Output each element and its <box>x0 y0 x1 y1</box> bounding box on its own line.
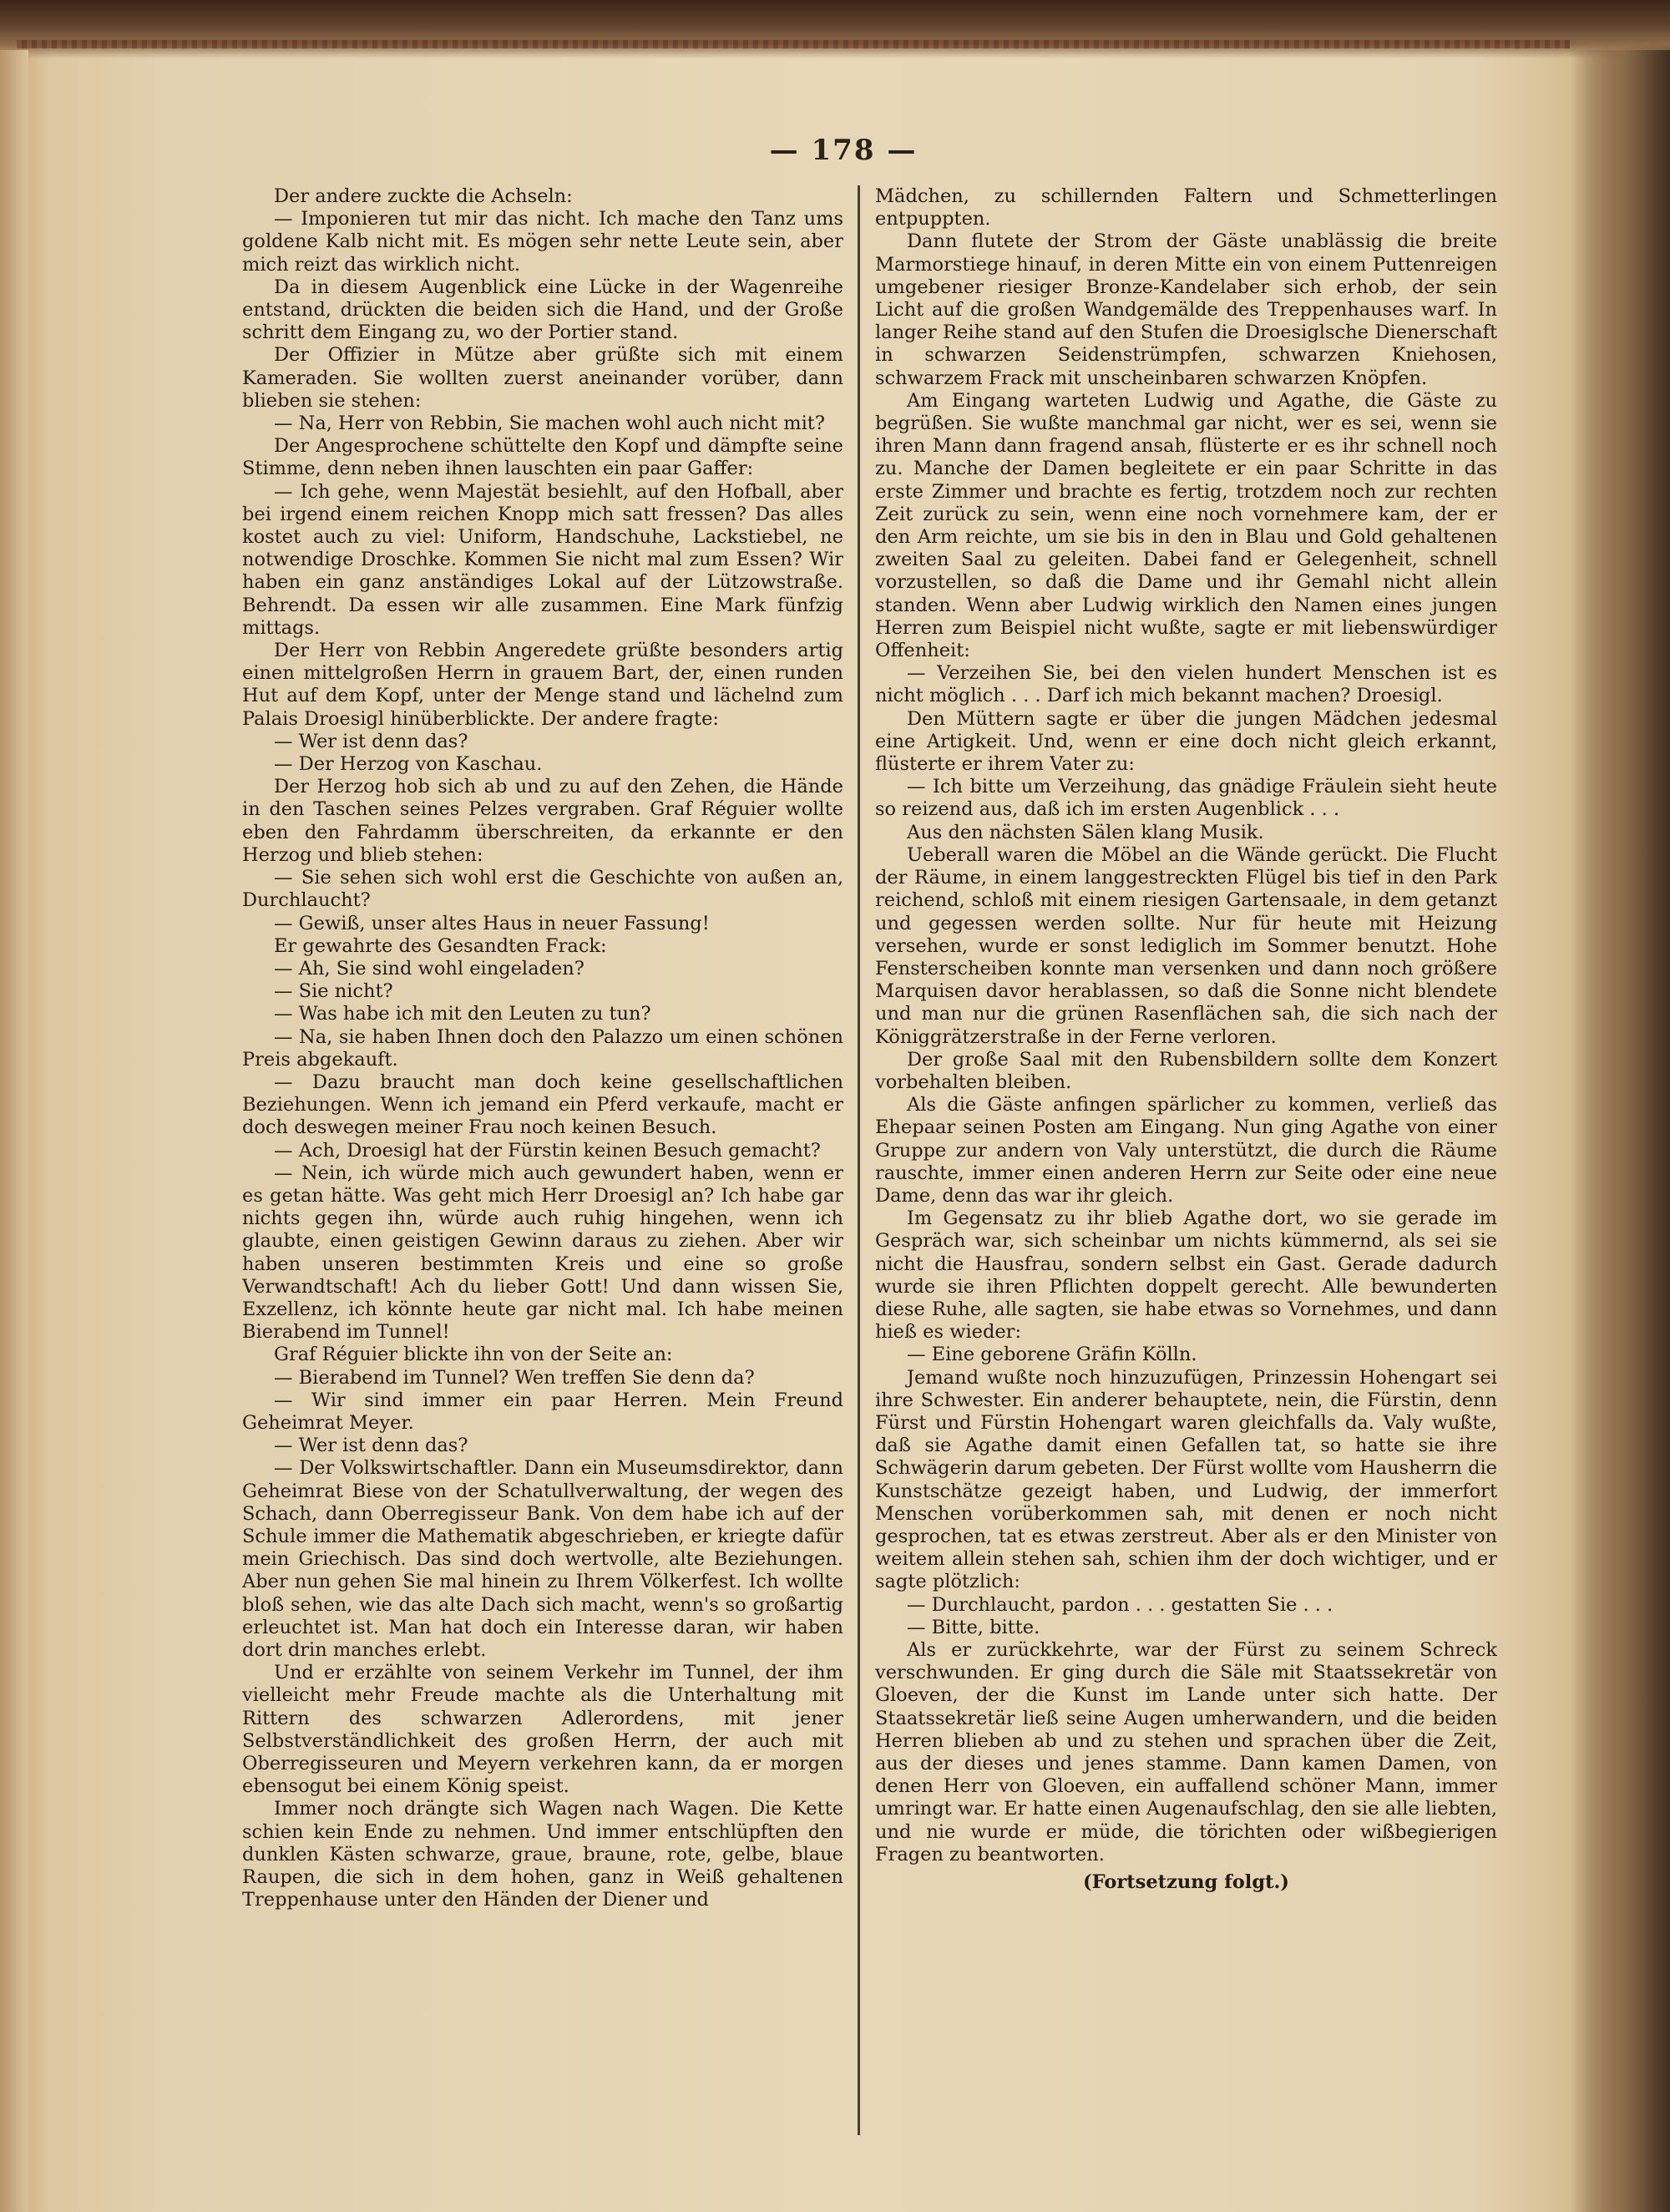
binding-stripe <box>17 40 1570 48</box>
paragraph: — Der Herzog von Kaschau. <box>274 753 543 776</box>
paragraph: Der große Saal mit den Rubensbildern sollte dem Konzert vorbehalten bleiben. <box>875 1048 1497 1093</box>
paragraph: Da in diesem Augenblick eine Lücke in der Wagenreihe entstand, drückten die beiden sich die Hand, und der Große schritt dem Eingang zu, wo der Portier stand. <box>242 276 843 344</box>
paragraph: — Na, Herr von Rebbin, Sie machen wohl auch nicht mit? <box>274 413 825 435</box>
paragraph: — Eine geborene Gräfin Kölln. <box>907 1344 1197 1366</box>
page-right-edge <box>1570 50 1670 2212</box>
paragraph: — Imponieren tut mir das nicht. Ich mache den Tanz ums goldene Kalb nicht mit. Es mögen sehr nette Leute sein, aber mich reizt das wirklich nicht. <box>242 208 843 276</box>
paragraph: Der Herr von Rebbin Angeredete grüßte besonders artig einen mittelgroßen Herrn in grauem Bart, der, einen runden Hut auf dem Kopf, unter der Menge stand und lächelnd zum Palais Droesigl hinüberblickte. Der andere fragte: <box>242 640 843 730</box>
paragraph: Der andere zuckte die Achseln: <box>274 185 573 207</box>
left-column <box>242 185 843 2131</box>
paragraph: — Durchlaucht, pardon . . . gestatten Sie . . . <box>907 1593 1333 1616</box>
paragraph: Der Angesprochene schüttelte den Kopf und dämpfte seine Stimme, denn neben ihnen lauschten ein paar Gaffer: <box>242 435 843 480</box>
paragraph: Dann flutete der Strom der Gäste unablässig die breite Marmorstiege hinauf, in deren Mitte ein von einem Puttenreigen umgebener riesiger Bronze-Kandelaber sich erhob, der sein Licht auf die großen Wandgemälde des Treppenhauses warf. In langer Reihe stand auf den Stufen die Droesiglsche Dienerschaft in schwarzen Seidenstrümpfen, schwarzen Kniehosen, schwarzem Frack mit unscheinbaren schwarzen Knöpfen. <box>875 230 1497 389</box>
page-left-edge <box>0 50 28 2212</box>
paragraph: Immer noch drängte sich Wagen nach Wagen. Die Kette schien kein Ende zu nehmen. Und immer entschlüpften den dunklen Kästen schwarze, graue, braune, rote, gelbe, blaue Raupen, die sich in dem hohen, ganz in Weiß gehaltenen Treppenhause unter den Händen der Diener und <box>242 1798 843 1911</box>
paragraph: — Ich gehe, wenn Majestät besiehlt, auf den Hofball, aber bei irgend einem reichen Knopp mich satt fressen? Das alles kostet auch zu viel: Uniform, Handschuhe, Lackstiebel, ne notwendige Droschke. Kommen Sie nicht mal zum Essen? Wir haben ein ganz anständiges Lokal auf der Lützowstraße. Behrendt. Da essen wir alle zusammen. Eine Mark fünfzig mittags. <box>242 480 843 639</box>
paragraph: Den Müttern sagte er über die jungen Mädchen jedesmal eine Artigkeit. Und, wenn er eine doch nicht gleich erkannt, flüsterte er ihrem Vater zu: <box>875 707 1497 776</box>
right-column <box>875 185 1497 2131</box>
paragraph: — Bierabend im Tunnel? Wen treffen Sie denn da? <box>274 1366 755 1389</box>
paragraph: Am Eingang warteten Ludwig und Agathe, die Gäste zu begrüßen. Sie wußte manchmal gar nicht, wer es sei, wenn sie ihren Mann dann fragend ansah, flüsterte er es ihr schnell noch zu. Manche der Damen begleitete er ein paar Schritte in das erste Zimmer und brachte es fertig, trotzdem noch zur rechten Zeit zurück zu sein, wenn eine noch vornehmere kam, der er den Arm reichte, um sie bis in den in Blau und Gold gehaltenen zweiten Saal zu geleiten. Dabei fand er Gelegenheit, schnell vorzustellen, so daß die Dame und ihr Gemahl nicht allein standen. Wenn aber Ludwig wirklich den Namen eines jungen Herren zum Beispiel nicht wußte, sagte er mit liebenswürdiger Offenheit: <box>875 389 1497 662</box>
paragraph: Graf Réguier blickte ihn von der Seite an: <box>274 1344 673 1366</box>
continued-note: (Fortsetzung folgt.) <box>1083 1871 1289 1894</box>
paragraph: Als er zurückkehrte, war der Fürst zu seinem Schreck verschwunden. Er ging durch die Säle mit Staatssekretär von Gloeven, der die Kunst im Lande unter sich hatte. Der Staatssekretär ließ seine Augen umherwandern, und die beiden Herren blieben ab und zu stehen und sprachen über die Zeit, aus der dieses und jenes stamme. Dann kamen Damen, von denen Herr von Gloeven, ein auffallend schöner Mann, immer umringt war. Er hatte einen Augenaufschlag, den sie alle liebten, und nie wurde er müde, die törichten oder wißbegierigen Fragen zu beantworten. <box>875 1639 1497 1865</box>
paragraph: Und er erzählte von seinem Verkehr im Tunnel, der ihm vielleicht mehr Freude machte als die Unterhaltung mit Rittern des schwarzen Adlerordens, mit jener Selbstverständlichkeit des großen Herrn, der auch mit Oberregisseuren und Meyern verkehren kann, da er morgen ebensogut bei einem König speist. <box>242 1662 843 1798</box>
paragraph: Ueberall waren die Möbel an die Wände gerückt. Die Flucht der Räume, in einem langgestreckten Flügel bis tief in den Park reichend, schloß mit einem riesigen Gartensaale, in dem getanzt und gegessen werden sollte. Nur für heute mit Heizung versehen, wurde er sonst lediglich im Sommer benutzt. Hohe Fensterscheiben konnte man versenken und dann noch größere Marquisen davor herablassen, so daß die Sonne nicht blendete und man nur die grünen Rasenflächen sah, die sich nach der Königgrätzerstraße in der Ferne verloren. <box>875 843 1497 1048</box>
paragraph: — Sie sehen sich wohl erst die Geschichte von außen an, Durchlaucht? <box>242 867 843 912</box>
paragraph: — Wer ist denn das? <box>274 1435 468 1457</box>
book-binding <box>0 0 1670 58</box>
paragraph: — Dazu braucht man doch keine gesellschaftlichen Beziehungen. Wenn ich jemand ein Pferd verkaufe, macht er doch deswegen meiner Frau noch keinen Besuch. <box>242 1071 843 1139</box>
paragraph: Jemand wußte noch hinzuzufügen, Prinzessin Hohengart sei ihre Schwester. Ein anderer behauptete, nein, die Fürstin, denn Fürst und Fürstin Hohengart waren gleichfalls da. Valy wußte, daß sie Agathe damit einen Gefallen tat, so hatte sie ihre Schwägerin darum gebeten. Der Fürst wollte vom Hausherrn die Kunstschätze gezeigt haben, und Ludwig, der immerfort Menschen vorüberkommen sah, mit denen er noch nicht gesprochen, tat es etwas zerstreut. Aber als er den Minister von weitem allein stehen sah, schien ihm der doch wichtiger, und er sagte plötzlich: <box>875 1366 1497 1593</box>
paragraph: Aus den nächsten Sälen klang Musik. <box>907 821 1264 843</box>
paragraph: Als die Gäste anfingen spärlicher zu kommen, verließ das Ehepaar seinen Posten am Eingang. Nun ging Agathe von einer Gruppe zur andern von Valy unterstützt, die durch die Räume rauschte, immer einen anderen Herrn zur Seite oder eine neue Dame, denn das war ihr gleich. <box>875 1094 1497 1207</box>
paragraph: — Ich bitte um Verzeihung, das gnädige Fräulein sieht heute so reizend aus, daß ich im ersten Augenblick . . . <box>875 776 1497 821</box>
paragraph: — Gewiß, unser altes Haus in neuer Fassung! <box>274 912 710 934</box>
paragraph: — Der Volkswirtschaftler. Dann ein Museumsdirektor, dann Geheimrat Biese von der Schatullverwaltung, der wegen des Schach, dann Oberregisseur Bank. Von dem habe ich auf der Schule immer die Mathematik abgeschrieben, er kriegte dafür mein Griechisch. Das sind doch wertvolle, alte Beziehungen. Aber nun gehen Sie mal hinein zu Ihrem Völkerfest. Ich wollte bloß sehen, wie das alte Dach sich macht, wenn's so großartig erleuchtet ist. Man hat doch ein Interesse daran, wir haben dort drin manches erlebt. <box>242 1457 843 1661</box>
page-number: — 178 — <box>769 134 918 167</box>
paragraph: — Wer ist denn das? <box>274 730 468 752</box>
paragraph: — Wir sind immer ein paar Herren. Mein Freund Geheimrat Meyer. <box>242 1389 843 1434</box>
paragraph: — Verzeihen Sie, bei den vielen hundert Menschen ist es nicht möglich . . . Darf ich mich bekannt machen? Droesigl. <box>875 662 1497 707</box>
paragraph: — Na, sie haben Ihnen doch den Palazzo um einen schönen Preis abgekauft. <box>242 1025 843 1071</box>
paragraph: — Ach, Droesigl hat der Fürstin keinen Besuch gemacht? <box>274 1139 821 1162</box>
paragraph: Mädchen, zu schillernden Faltern und Schmetterlingen entpuppten. <box>875 185 1497 230</box>
paragraph: — Ah, Sie sind wohl eingeladen? <box>274 957 584 979</box>
paragraph: Der Offizier in Mütze aber grüßte sich mit einem Kameraden. Sie wollten zuerst aneinander vorüber, dann blieben sie stehen: <box>242 344 843 412</box>
column-divider <box>858 185 860 2135</box>
paragraph: Im Gegensatz zu ihr blieb Agathe dort, wo sie gerade im Gespräch war, sich scheinbar um nichts kümmernd, als sei sie nicht die Hausfrau, sondern selbst ein Gast. Gerade dadurch wurde sie ihren Pflichten doppelt gerecht. Alle bewunderten diese Ruhe, alle sagten, sie habe etwas so Vornehmes, und dann hieß es wieder: <box>875 1207 1497 1344</box>
paragraph: Der Herzog hob sich ab und zu auf den Zehen, die Hände in den Taschen seines Pelzes vergraben. Graf Réguier wollte eben den Fahrdamm überschreiten, da erkannte er den Herzog und blieb stehen: <box>242 776 843 866</box>
paragraph: — Nein, ich würde mich auch gewundert haben, wenn er es getan hätte. Was geht mich Herr Droesigl an? Ich habe gar nichts gegen ihn, würde auch ruhig hingehen, wenn ich glaubte, einen geistigen Gewinn daraus zu ziehen. Aber wir haben unseren bestimmten Kreis und eine so große Verwandtschaft! Ach du lieber Gott! Und dann wissen Sie, Exzellenz, ich könnte heute gar nicht mal. Ich habe meinen Bierabend im Tunnel! <box>242 1162 843 1344</box>
paragraph: Er gewahrte des Gesandten Frack: <box>274 934 607 957</box>
paragraph: — Bitte, bitte. <box>907 1616 1040 1638</box>
paragraph: — Sie nicht? <box>274 980 393 1003</box>
paragraph: — Was habe ich mit den Leuten zu tun? <box>274 1003 651 1025</box>
